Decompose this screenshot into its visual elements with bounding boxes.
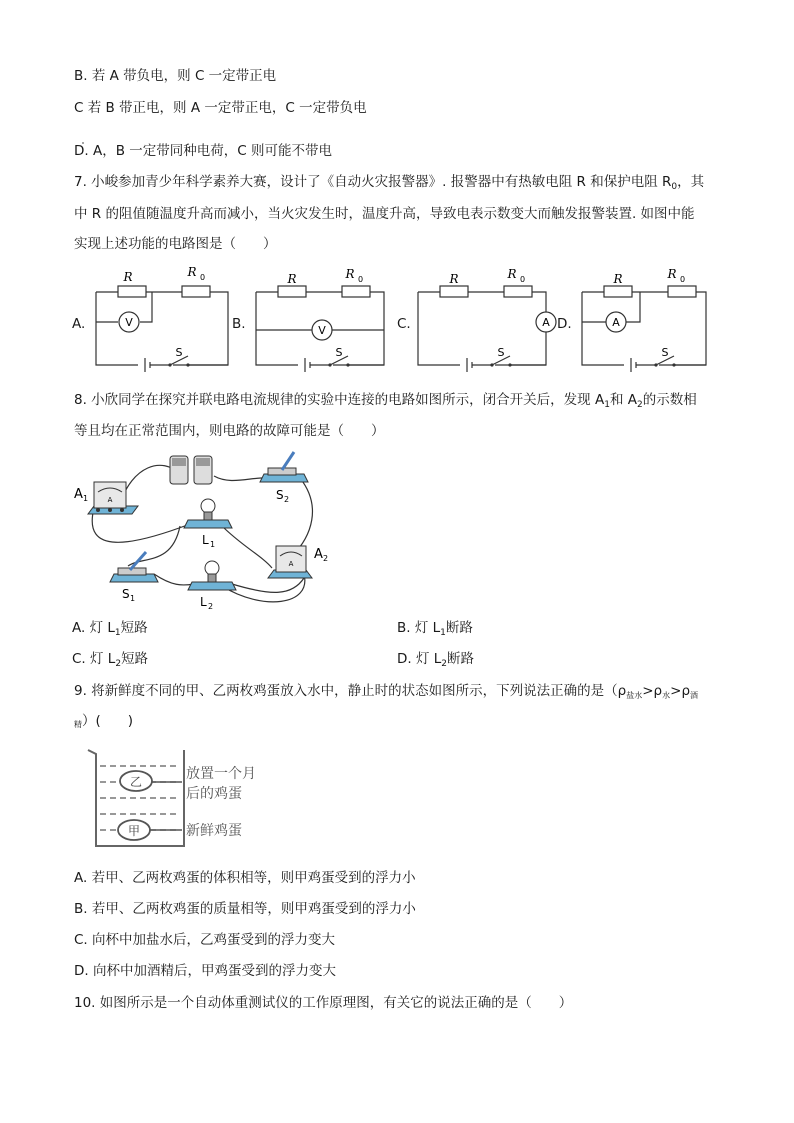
q6-option-b: B. 若 A 带负电，则 C 一定带正电 <box>74 68 277 84</box>
resistor-r0-sub: 0 <box>200 273 206 282</box>
resistor-r0-sub: 0 <box>680 275 686 284</box>
q7-stem-line2: 中 R 的阻值随温度升高而减小，当火灾发生时，温度升高，导致电表示数变大而触发报警装置. 如图中能 <box>74 206 695 222</box>
resistor-r-label: R <box>449 272 459 286</box>
q7-circuit-a <box>88 264 238 374</box>
resistor-r0-label: R <box>187 265 197 279</box>
switch-s1-label: S <box>122 587 130 601</box>
resistor-r0-sub: 0 <box>358 275 364 284</box>
q9-option-d: D. 向杯中加酒精后，甲鸡蛋受到的浮力变大 <box>74 963 336 979</box>
q6-option-d: D. A，B 一定带同种电荷，C 则可能不带电 <box>74 143 332 159</box>
q7-circuit-b <box>248 264 398 374</box>
fig-label-old-egg-2: 后的鸡蛋 <box>186 786 242 802</box>
q7-option-c-label: C. <box>397 316 411 332</box>
svg-text:A: A <box>288 560 294 568</box>
switch-s2-icon <box>260 452 308 482</box>
svg-text:1: 1 <box>83 494 89 503</box>
q9-option-b: B. 若甲、乙两枚鸡蛋的质量相等，则甲鸡蛋受到的浮力小 <box>74 901 416 917</box>
meter-label: V <box>125 316 133 329</box>
switch-s2-label: S <box>276 488 284 502</box>
fig-label-fresh-egg: 新鲜鸡蛋 <box>186 823 242 839</box>
ammeter-a2-label: A <box>314 547 323 562</box>
battery-icon <box>170 456 212 484</box>
q6-option-c: C 若 B 带正电，则 A 一定带正电，C 一定带负电 <box>74 100 367 116</box>
meter-label: A <box>542 316 550 329</box>
q8-stem-line1: 8. 小欣同学在探究并联电路电流规律的实验中连接的电路如图所示，闭合开关后，发现 $A_1$和 $A_2$的示数相 <box>74 392 697 410</box>
q8-option-b: B. 灯 $L_1$断路 <box>397 620 473 638</box>
resistor-r0-label: R <box>507 267 517 281</box>
q7-option-a-label: A. <box>72 316 86 332</box>
resistor-r0-sub: 0 <box>520 275 526 284</box>
svg-text:1: 1 <box>130 594 136 603</box>
lamp-l2-label: L <box>200 595 207 609</box>
switch-label: S <box>335 346 343 359</box>
q9-option-a: A. 若甲、乙两枚鸡蛋的体积相等，则甲鸡蛋受到的浮力小 <box>74 870 416 886</box>
resistor-r-label: R <box>287 272 297 286</box>
q7-stem-line1: 7. 小峻参加青少年科学素养大赛，设计了《自动火灾报警器》. 报警器中有热敏电阻 R 和保护电阻 $R_0$，其 <box>74 174 705 192</box>
fig-label-old-egg-1: 放置一个月 <box>186 766 256 782</box>
lamp-l2-icon <box>188 561 236 590</box>
ammeter-a2-icon <box>268 546 312 578</box>
switch-s1-icon <box>110 552 158 582</box>
q9-stem-line1: 9. 将新鲜度不同的甲、乙两枚鸡蛋放入水中，静止时的状态如图所示，下列说法正确的是（$\rho_{盐水}>\rho_水>\rho_酒$ <box>74 683 699 700</box>
q7-option-b-label: B. <box>232 316 246 332</box>
q8-option-d: D. 灯 $L_2$断路 <box>397 651 475 669</box>
switch-label: S <box>175 346 183 359</box>
ammeter-a1-label: A <box>74 487 83 502</box>
q10-stem-line1: 10. 如图所示是一个自动体重测试仪的工作原理图，有关它的说法正确的是（ ） <box>74 995 573 1011</box>
lamp-l1-icon <box>184 499 232 528</box>
resistor-r0-label: R <box>345 267 355 281</box>
q9-option-c: C. 向杯中加盐水后，乙鸡蛋受到的浮力变大 <box>74 932 336 948</box>
svg-text:2: 2 <box>284 495 290 504</box>
resistor-r-label: R <box>123 270 133 284</box>
q8-option-a: A. 灯 $L_1$短路 <box>72 620 148 638</box>
svg-text:1: 1 <box>210 540 216 549</box>
resistor-r-label: R <box>613 272 623 286</box>
q7-option-d-label: D. <box>557 316 572 332</box>
ammeter-a1-icon <box>88 482 138 514</box>
q9-beaker-figure <box>86 742 286 854</box>
egg-yi-label: 乙 <box>129 775 143 789</box>
svg-text:A: A <box>107 496 113 504</box>
switch-label: S <box>497 346 505 359</box>
q8-stem-line2: 等且均在正常范围内，则电路的故障可能是（ ） <box>74 423 385 439</box>
meter-label: A <box>612 316 620 329</box>
q7-circuit-c <box>410 264 560 374</box>
q7-circuit-d <box>574 264 724 374</box>
svg-text:2: 2 <box>208 602 214 611</box>
q9-stem-line2: $_精$）( ) <box>74 713 134 729</box>
lamp-l1-label: L <box>202 533 209 547</box>
meter-label: V <box>318 324 326 337</box>
q7-stem-line3: 实现上述功能的电路图是（ ） <box>74 236 277 252</box>
egg-jia-label: 甲 <box>127 824 141 838</box>
resistor-r0-label: R <box>667 267 677 281</box>
q8-option-c: C. 灯 $L_2$短路 <box>72 651 149 669</box>
q8-physical-circuit-figure <box>72 446 332 616</box>
svg-text:2: 2 <box>323 554 329 563</box>
switch-label: S <box>661 346 669 359</box>
